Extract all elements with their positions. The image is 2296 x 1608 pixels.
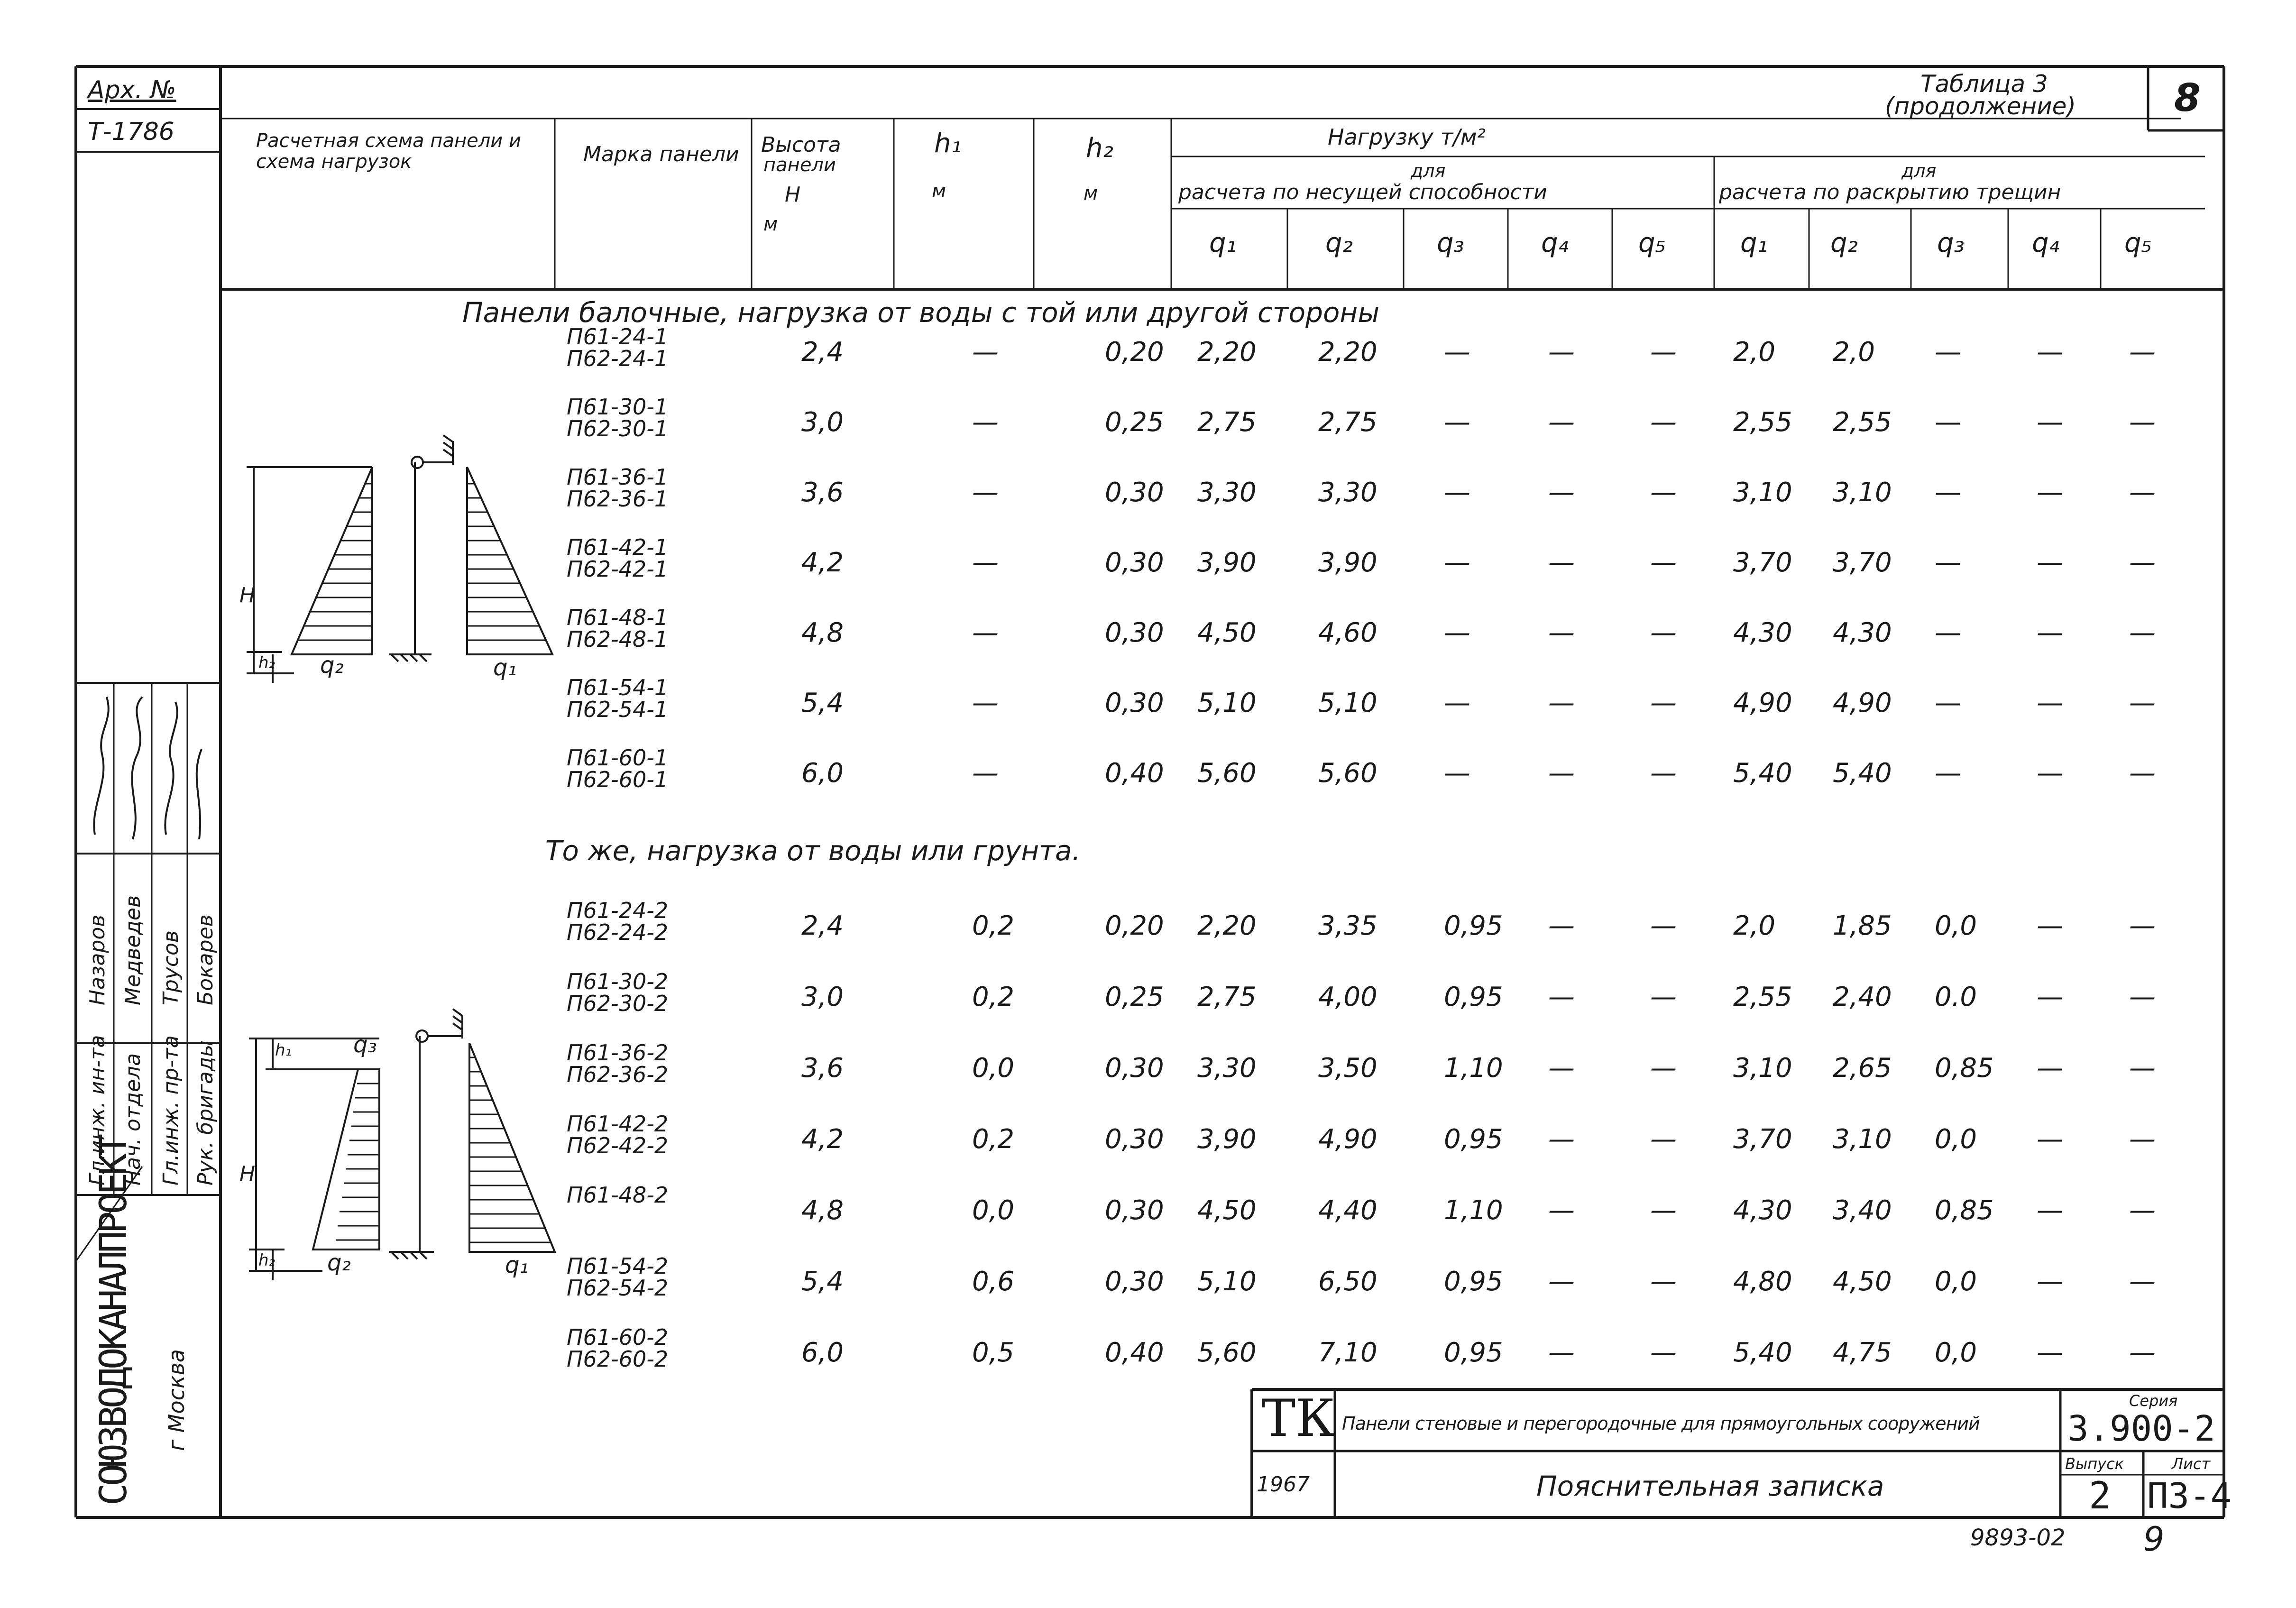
cell-load-crack: 3,70 xyxy=(1733,547,1792,578)
cell-load-strength: — xyxy=(1444,688,1470,718)
panel-mark: П61-24-2 xyxy=(567,898,669,923)
cell-height: 3,0 xyxy=(801,982,844,1012)
cell-height: 4,8 xyxy=(801,1195,844,1226)
cell-load-crack: — xyxy=(2037,1124,2063,1155)
panel-mark: П62-24-1 xyxy=(567,346,669,371)
cell-load-crack: — xyxy=(2037,337,2063,368)
header-load: Нагрузку т/м² xyxy=(1328,124,1486,150)
cell-h1: — xyxy=(972,617,999,648)
header-h1-unit: м xyxy=(932,180,946,202)
header-q1-a: q₁ xyxy=(1209,228,1237,258)
cell-h1: 0,0 xyxy=(972,1195,1015,1226)
cell-load-strength: 1,10 xyxy=(1444,1053,1503,1084)
header-group-b: расчета по раскрытию трещин xyxy=(1719,180,2061,204)
cell-h2: 0,30 xyxy=(1105,1266,1164,1297)
header-q4-a: q₄ xyxy=(1541,228,1569,258)
cell-load-crack: — xyxy=(2037,1337,2063,1368)
cell-load-crack: 4,80 xyxy=(1733,1266,1792,1297)
cell-h1: — xyxy=(972,758,999,789)
load-diagram-1 xyxy=(247,435,552,683)
diagram1-label-H: H xyxy=(239,583,256,607)
sheet-number: П3-4 xyxy=(2147,1476,2232,1516)
cell-h1: — xyxy=(972,407,999,438)
panel-mark: П62-60-1 xyxy=(567,767,669,792)
panel-mark: П61-48-1 xyxy=(567,605,669,630)
header-height-3: H xyxy=(785,183,801,207)
header-height-1: Высота xyxy=(761,133,841,157)
cell-load-strength: 2,20 xyxy=(1197,910,1257,941)
cell-load-crack: — xyxy=(2037,982,2063,1012)
cell-load-crack: — xyxy=(2129,407,2156,438)
cell-load-crack: — xyxy=(2129,688,2156,718)
cell-h2: 0,25 xyxy=(1105,982,1164,1012)
cell-load-strength: — xyxy=(1650,982,1677,1012)
cell-load-crack: 3,70 xyxy=(1833,547,1892,578)
panel-mark: П61-54-1 xyxy=(567,675,669,700)
cell-load-strength: — xyxy=(1650,910,1677,941)
org-name: СОЮЗВОДОКАНАЛПРОЕКТ xyxy=(92,1136,135,1506)
signatures xyxy=(94,697,202,839)
cell-load-strength: — xyxy=(1444,337,1470,368)
cell-h2: 0,25 xyxy=(1105,407,1164,438)
cell-h2: 0,30 xyxy=(1105,477,1164,508)
cell-load-strength: — xyxy=(1650,337,1677,368)
cell-height: 6,0 xyxy=(801,1337,844,1368)
cell-h2: 0,20 xyxy=(1105,910,1164,941)
cell-height: 4,2 xyxy=(801,1124,844,1155)
cell-load-strength: 2,75 xyxy=(1318,407,1378,438)
panel-mark: П61-60-2 xyxy=(567,1324,669,1350)
series-number: 3.900-2 xyxy=(2067,1408,2215,1449)
cell-load-strength: — xyxy=(1650,617,1677,648)
panel-mark: П61-54-2 xyxy=(567,1253,669,1279)
cell-load-strength: 2,20 xyxy=(1197,337,1257,368)
cell-load-strength: — xyxy=(1650,407,1677,438)
cell-load-crack: 4,30 xyxy=(1733,1195,1792,1226)
cell-load-strength: 2,75 xyxy=(1197,982,1257,1012)
cell-load-crack: — xyxy=(2129,1337,2156,1368)
cell-load-strength: 0,95 xyxy=(1444,1124,1503,1155)
cell-load-strength: 4,50 xyxy=(1197,1195,1257,1226)
cell-load-crack: 2,0 xyxy=(1733,337,1776,368)
header-q5-a: q₅ xyxy=(1638,228,1666,258)
cell-load-strength: — xyxy=(1444,407,1470,438)
header-q2-b: q₂ xyxy=(1830,228,1858,258)
cell-h2: 0,30 xyxy=(1105,617,1164,648)
cell-height: 3,6 xyxy=(801,477,844,508)
role-3: Гл.инж. пр-та xyxy=(159,1035,183,1185)
cell-h1: 0,2 xyxy=(972,982,1015,1012)
panel-mark: П61-30-2 xyxy=(567,969,669,994)
cell-load-crack: 5,40 xyxy=(1733,758,1792,789)
panel-mark: П61-60-1 xyxy=(567,745,669,771)
cell-height: 2,4 xyxy=(801,910,844,941)
cell-load-crack: 0,0 xyxy=(1935,1124,1977,1155)
org-city: г Москва xyxy=(164,1349,189,1451)
panel-mark: П61-30-1 xyxy=(567,394,669,420)
cell-load-strength: 6,50 xyxy=(1318,1266,1378,1297)
title-description: Панели стеновые и перегородочные для прямоугольных сооружений xyxy=(1342,1413,1980,1434)
section-2-title: То же, нагрузка от воды или грунта. xyxy=(545,835,1081,867)
cell-load-strength: 3,30 xyxy=(1318,477,1378,508)
cell-load-strength: 5,10 xyxy=(1197,688,1257,718)
cell-load-strength: — xyxy=(1548,1195,1575,1226)
cell-load-crack: 0,85 xyxy=(1935,1053,1994,1084)
cell-load-strength: 5,10 xyxy=(1197,1266,1257,1297)
cell-load-crack: 4,50 xyxy=(1833,1266,1892,1297)
panel-mark: П61-42-2 xyxy=(567,1111,669,1137)
diagram2-label-q3: q₃ xyxy=(353,1031,377,1058)
diagram2-label-h1: h₁ xyxy=(275,1041,292,1060)
cell-load-strength: — xyxy=(1650,1053,1677,1084)
cell-load-strength: — xyxy=(1548,617,1575,648)
header-q4-b: q₄ xyxy=(2032,228,2059,258)
cell-load-crack: — xyxy=(2129,758,2156,789)
cell-load-crack: — xyxy=(1935,407,1961,438)
cell-load-crack: — xyxy=(2037,910,2063,941)
tk-logo: ТК xyxy=(1261,1389,1335,1448)
load-diagram-2 xyxy=(249,1009,555,1280)
cell-load-crack: — xyxy=(2129,1266,2156,1297)
cell-h2: 0,30 xyxy=(1105,1053,1164,1084)
cell-load-crack: — xyxy=(2129,1124,2156,1155)
header-group-a: расчета по несущей способности xyxy=(1178,180,1547,204)
panel-mark: П61-42-1 xyxy=(567,534,669,560)
cell-load-crack: — xyxy=(2129,547,2156,578)
cell-load-strength: 4,00 xyxy=(1318,982,1378,1012)
sheet-label: Лист xyxy=(2172,1455,2211,1473)
load-hatching-2 xyxy=(336,1057,551,1242)
cell-load-crack: — xyxy=(2037,758,2063,789)
panel-mark: П62-60-2 xyxy=(567,1346,669,1372)
diagram2-label-q1: q₁ xyxy=(505,1252,529,1278)
cell-h2: 0,30 xyxy=(1105,1124,1164,1155)
panel-mark: П62-30-1 xyxy=(567,416,669,441)
cell-h1: — xyxy=(972,477,999,508)
cell-load-crack: — xyxy=(1935,617,1961,648)
cell-height: 4,2 xyxy=(801,547,844,578)
cell-load-strength: — xyxy=(1548,407,1575,438)
bottom-page: 9 xyxy=(2143,1520,2165,1559)
cell-load-crack: — xyxy=(2129,617,2156,648)
panel-mark: П62-42-2 xyxy=(567,1133,669,1158)
cell-load-strength: — xyxy=(1548,982,1575,1012)
cell-load-strength: 5,60 xyxy=(1318,758,1378,789)
cell-load-crack: — xyxy=(2037,477,2063,508)
panel-mark: П62-48-1 xyxy=(567,626,669,652)
cell-load-crack: 3,10 xyxy=(1833,1124,1892,1155)
cell-h1: 0,2 xyxy=(972,910,1015,941)
archive-label: Арх. № xyxy=(88,76,176,104)
cell-load-crack: 0,0 xyxy=(1935,910,1977,941)
panel-mark: П62-54-1 xyxy=(567,697,669,722)
cell-load-strength: 4,60 xyxy=(1318,617,1378,648)
cell-load-crack: — xyxy=(1935,547,1961,578)
cell-load-strength: — xyxy=(1548,547,1575,578)
cell-load-strength: 4,50 xyxy=(1197,617,1257,648)
cell-load-strength: 3,30 xyxy=(1197,477,1257,508)
cell-load-crack: 1,85 xyxy=(1833,910,1892,941)
cell-load-crack: — xyxy=(1935,337,1961,368)
cell-load-crack: — xyxy=(2037,688,2063,718)
diagram2-label-h2: h₂ xyxy=(258,1251,276,1270)
cell-h1: — xyxy=(972,547,999,578)
cell-load-strength: — xyxy=(1548,688,1575,718)
cell-load-crack: — xyxy=(2129,910,2156,941)
cell-load-crack: 2,55 xyxy=(1733,982,1792,1012)
cell-h1: 0,2 xyxy=(972,1124,1015,1155)
cell-load-strength: — xyxy=(1650,547,1677,578)
cell-load-strength: 7,10 xyxy=(1318,1337,1378,1368)
cell-load-crack: 2,55 xyxy=(1833,407,1892,438)
role-1: Гл.инж. ин-та xyxy=(85,1035,110,1185)
cell-load-crack: 4,30 xyxy=(1833,617,1892,648)
header-height-2: панели xyxy=(763,154,836,176)
series-label: Серия xyxy=(2129,1392,2178,1410)
cell-load-crack: — xyxy=(1935,758,1961,789)
cell-load-strength: — xyxy=(1444,758,1470,789)
cell-load-strength: — xyxy=(1548,1337,1575,1368)
header-mark: Марка панели xyxy=(583,142,739,166)
cell-load-crack: — xyxy=(2037,617,2063,648)
cell-load-crack: — xyxy=(2129,337,2156,368)
cell-load-crack: 2,0 xyxy=(1833,337,1875,368)
diagram1-label-q1: q₁ xyxy=(493,654,517,681)
diagram1-label-h2: h₂ xyxy=(258,653,276,672)
header-q1-b: q₁ xyxy=(1740,228,1768,258)
cell-load-crack: 4,90 xyxy=(1833,688,1892,718)
cell-h1: — xyxy=(972,688,999,718)
cell-load-strength: 5,60 xyxy=(1197,1337,1257,1368)
cell-load-strength: 3,30 xyxy=(1197,1053,1257,1084)
cell-load-crack: 0,0 xyxy=(1935,1337,1977,1368)
cell-load-crack: — xyxy=(2129,1195,2156,1226)
name-3: Трусов xyxy=(159,930,183,1005)
cell-height: 6,0 xyxy=(801,758,844,789)
diagram2-label-H: H xyxy=(239,1162,256,1186)
cell-h1: 0,0 xyxy=(972,1053,1015,1084)
panel-mark: П61-36-2 xyxy=(567,1040,669,1066)
cell-load-crack: — xyxy=(1935,477,1961,508)
panel-mark: П62-42-1 xyxy=(567,556,669,582)
issue-label: Выпуск xyxy=(2065,1455,2124,1473)
cell-load-strength: 0,95 xyxy=(1444,1337,1503,1368)
cell-load-strength: — xyxy=(1650,1266,1677,1297)
cell-load-crack: 3,40 xyxy=(1833,1195,1892,1226)
cell-load-crack: 0.0 xyxy=(1935,982,1977,1012)
cell-load-strength: 3,90 xyxy=(1197,1124,1257,1155)
header-q3-a: q₃ xyxy=(1437,228,1464,258)
cell-load-crack: — xyxy=(2129,982,2156,1012)
cell-load-strength: — xyxy=(1650,1337,1677,1368)
table-title-cont: (продолжение) xyxy=(1885,92,2076,120)
name-1: Назаров xyxy=(85,914,110,1005)
cell-load-crack: — xyxy=(2037,1266,2063,1297)
archive-number: Т-1786 xyxy=(88,118,174,146)
cell-load-strength: 1,10 xyxy=(1444,1195,1503,1226)
cell-load-crack: 5,40 xyxy=(1733,1337,1792,1368)
cell-load-strength: 5,60 xyxy=(1197,758,1257,789)
cell-load-crack: — xyxy=(2037,1053,2063,1084)
cell-load-crack: 2,55 xyxy=(1733,407,1792,438)
issue-number: 2 xyxy=(2089,1475,2111,1517)
panel-mark: П61-24-1 xyxy=(567,324,669,349)
cell-load-crack: 4,75 xyxy=(1833,1337,1892,1368)
cell-load-crack: 3,10 xyxy=(1833,477,1892,508)
cell-load-strength: — xyxy=(1548,910,1575,941)
cell-load-strength: — xyxy=(1650,688,1677,718)
cell-load-crack: 0,0 xyxy=(1935,1266,1977,1297)
cell-load-strength: 2,20 xyxy=(1318,337,1378,368)
cell-h2: 0,30 xyxy=(1105,547,1164,578)
cell-load-crack: 2,65 xyxy=(1833,1053,1892,1084)
cell-load-crack: 3,10 xyxy=(1733,477,1792,508)
header-q3-b: q₃ xyxy=(1937,228,1965,258)
diagram1-label-q2: q₂ xyxy=(320,652,344,679)
cell-load-crack: — xyxy=(2037,547,2063,578)
cell-h1: — xyxy=(972,337,999,368)
section-1-title: Панели балочные, нагрузка от воды с той или другой стороны xyxy=(462,296,1380,329)
bottom-code: 9893-02 xyxy=(1970,1525,2066,1551)
cell-h2: 0,20 xyxy=(1105,337,1164,368)
cell-h1: 0,5 xyxy=(972,1337,1015,1368)
cell-load-crack: 2,0 xyxy=(1733,910,1776,941)
cell-load-strength: 5,10 xyxy=(1318,688,1378,718)
name-2: Медведев xyxy=(121,895,145,1005)
cell-height: 3,0 xyxy=(801,407,844,438)
cell-load-strength: — xyxy=(1650,1195,1677,1226)
header-h2: h₂ xyxy=(1086,133,1113,164)
role-2: Нач. отдела xyxy=(121,1053,145,1185)
cell-load-strength: — xyxy=(1548,1053,1575,1084)
cell-load-strength: 3,50 xyxy=(1318,1053,1378,1084)
cell-h2: 0,40 xyxy=(1105,758,1164,789)
cell-h2: 0,30 xyxy=(1105,688,1164,718)
panel-mark: П62-24-2 xyxy=(567,919,669,945)
cell-load-strength: 3,90 xyxy=(1197,547,1257,578)
cell-load-strength: 4,90 xyxy=(1318,1124,1378,1155)
cell-load-crack: — xyxy=(2037,1195,2063,1226)
panel-mark: П62-54-2 xyxy=(567,1275,669,1301)
cell-load-crack: — xyxy=(1935,688,1961,718)
cell-load-strength: — xyxy=(1650,1124,1677,1155)
cell-load-strength: 3,35 xyxy=(1318,910,1378,941)
cell-load-crack: 0,85 xyxy=(1935,1195,1994,1226)
cell-h2: 0,30 xyxy=(1105,1195,1164,1226)
cell-load-strength: 2,75 xyxy=(1197,407,1257,438)
panel-mark: П62-36-2 xyxy=(567,1062,669,1087)
panel-mark: П62-36-1 xyxy=(567,486,669,512)
header-group-a-for: для xyxy=(1411,160,1446,181)
panel-mark: П61-48-2 xyxy=(567,1182,669,1208)
header-height-4: м xyxy=(763,213,778,235)
cell-load-crack: 5,40 xyxy=(1833,758,1892,789)
cell-height: 5,4 xyxy=(801,1266,844,1297)
cell-load-crack: 4,30 xyxy=(1733,617,1792,648)
cell-load-strength: — xyxy=(1548,758,1575,789)
cell-load-strength: — xyxy=(1444,617,1470,648)
cell-h2: 0,40 xyxy=(1105,1337,1164,1368)
cell-load-strength: — xyxy=(1548,477,1575,508)
cell-height: 5,4 xyxy=(801,688,844,718)
diagram2-label-q2: q₂ xyxy=(327,1250,351,1276)
cell-load-crack: — xyxy=(2129,1053,2156,1084)
title-doc: Пояснительная записка xyxy=(1536,1470,1884,1502)
header-h2-unit: м xyxy=(1084,183,1098,204)
cell-load-strength: — xyxy=(1548,1124,1575,1155)
cell-height: 2,4 xyxy=(801,337,844,368)
header-q5-b: q₅ xyxy=(2124,228,2152,258)
cell-h1: 0,6 xyxy=(972,1266,1015,1297)
header-h1: h₁ xyxy=(934,128,962,159)
header-scheme: Расчетная схема панели и схема нагрузок xyxy=(256,130,521,173)
cell-height: 4,8 xyxy=(801,617,844,648)
cell-load-strength: — xyxy=(1548,337,1575,368)
cell-load-strength: — xyxy=(1650,477,1677,508)
name-4: Бокарев xyxy=(193,914,218,1005)
cell-load-strength: — xyxy=(1548,1266,1575,1297)
cell-load-strength: 0,95 xyxy=(1444,1266,1503,1297)
cell-load-strength: — xyxy=(1444,477,1470,508)
cell-load-strength: — xyxy=(1444,547,1470,578)
cell-load-strength: 0,95 xyxy=(1444,982,1503,1012)
panel-mark: П61-36-1 xyxy=(567,464,669,490)
header-q2-a: q₂ xyxy=(1325,228,1353,258)
panel-mark: П62-30-2 xyxy=(567,991,669,1016)
page-number-box: 8 xyxy=(2174,76,2201,120)
cell-height: 3,6 xyxy=(801,1053,844,1084)
cell-load-crack: 4,90 xyxy=(1733,688,1792,718)
cell-load-strength: 4,40 xyxy=(1318,1195,1378,1226)
cell-load-strength: — xyxy=(1650,758,1677,789)
cell-load-strength: 3,90 xyxy=(1318,547,1378,578)
cell-load-crack: 3,10 xyxy=(1733,1053,1792,1084)
title-year: 1967 xyxy=(1257,1472,1310,1497)
table-title: Таблица 3 xyxy=(1920,70,2048,98)
cell-load-crack: 2,40 xyxy=(1833,982,1892,1012)
cell-load-crack: — xyxy=(2129,477,2156,508)
role-4: Рук. бригады xyxy=(193,1040,218,1185)
cell-load-crack: — xyxy=(2037,407,2063,438)
cell-load-strength: 0,95 xyxy=(1444,910,1503,941)
header-group-b-for: для xyxy=(1901,160,1937,181)
cell-load-crack: 3,70 xyxy=(1733,1124,1792,1155)
